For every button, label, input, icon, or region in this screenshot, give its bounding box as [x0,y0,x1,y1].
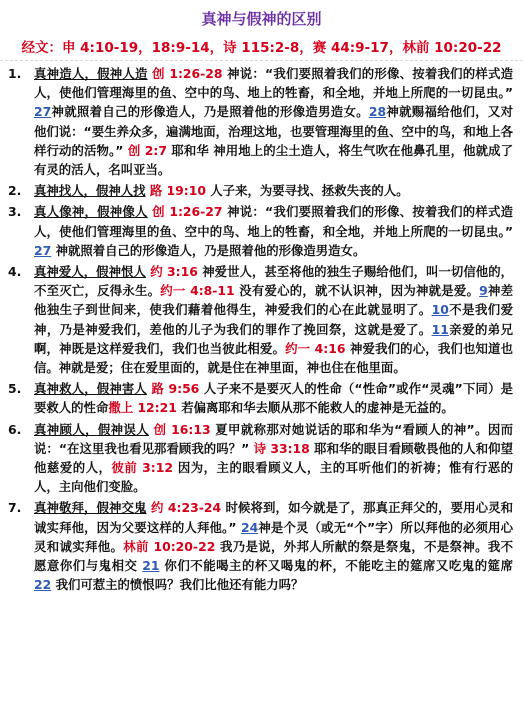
list-item [8,64,513,179]
list-item [8,202,513,260]
scripture-reference: 路 9:56 [146,381,204,397]
point-heading: 真神顾人，假神误人 [34,421,149,437]
page-title: 真神与假神的区别 [201,10,322,28]
verse-text: 神是个灵（或无“个”字）所以拜他的必须用心灵和诚实拜他。 [34,519,513,554]
verse-number: 27 [34,104,52,120]
point-heading: 真神爱人，假神恨人 [34,264,146,280]
scripture-reference: 路 19:10 [145,183,211,199]
verse-text: 神就照着自己的形像造人，乃是照着他的形像造男造女。 [51,242,366,258]
point-heading: 真神救人，假神害人 [34,381,147,397]
scripture-reference: 创 1:26-27 [147,204,228,220]
point-body [34,379,513,417]
point-number: 4. [8,264,22,280]
verse-number: 28 [368,104,387,120]
verse-text: 神差他独生子到世间来，使我们藉着他得生，神爱我们的心在此就显明了。 [34,283,514,318]
scripture-reference: 撒上 12:21 [108,400,182,416]
point-number: 1. [8,66,22,81]
verse-number: 27 [34,242,52,258]
scripture-reference: 创 1:26-28 [147,66,228,81]
point-number: 6. [8,421,22,437]
verse-text: 神就照着自己的形像造人，乃是照着他的形像造男造女。 [51,104,369,120]
point-heading: 真神敬拜，假神交鬼 [34,500,147,516]
verse-text: 神说：“我们要照着我们的形像、按着我们的样式造人，使他们管理海里的鱼、空中的鸟、地上的牲畜，和全地，并地上所爬的一切昆虫。” [34,204,513,239]
verse-text: 我乃是说，外邦人所献的祭是祭鬼，不是祭神。我不愿意你们与鬼相交 [34,538,514,574]
verse-number: 21 [142,558,160,574]
verse-text: 没有爱心的，就不认识神，因为神就是爱。 [239,283,480,299]
verse-text: 人子来，为要寻找、拯救失丧的人。 [210,183,409,199]
verse-text: 你们不能喝主的杯又喝鬼的杯，不能吃主的筵席又吃鬼的筵席 [159,558,513,574]
points-list [8,64,513,596]
point-body [34,181,513,200]
verse-text: 耶和华的眼目看顾敬畏他的人和仰望他慈爱的人， [34,440,513,476]
scripture-reference: 诗 33:18 [253,440,315,456]
point-number: 3. [8,204,22,220]
scripture-reference: 彼前 3:12 [111,460,178,476]
scripture-reference: 创 2:7 [127,142,172,158]
verse-text: 时候将到，如今就是了，那真正拜父的，要用心灵和诚实拜他，因为父要这样的人拜他。” [34,500,514,535]
verse-text: 人子来不是要灭人的性命（“性命”或作“灵魂”下同）是要救人的性命 [34,381,514,416]
scripture-references: 经文：申 4:10-19，18:9-14，诗 115:2-8，赛 44:9-17，林前 10:20-22 [21,40,502,56]
verse-text: 夏甲就称那对她说话的耶和华为“看顾人的神”。因而说：“在这里我也看见那看顾我的吗？” [34,421,513,456]
point-heading: 真神造人，假神人造 [34,66,148,81]
verse-number: 9 [479,283,488,299]
verse-text: 神说：“我们要照着我们的形像、按着我们的样式造人，使他们管理海里的鱼、空中的鸟、地上的牲畜，和全地，并地上所爬的一切昆虫。” [34,66,513,101]
verse-text: 神爱世人，甚至将他的独生子赐给他们，叫一切信他的，不至灭亡，反得永生。 [34,264,514,299]
point-body [34,420,513,497]
list-item [8,181,513,200]
point-body [34,202,513,260]
verse-text: 不是我们爱神，乃是神爱我们，差他的儿子为我们的罪作了挽回祭，这就是爱了。 [34,302,514,337]
point-body [34,498,513,594]
verse-text: 因为，主的眼看顾义人，主的耳听他们的祈祷；惟有行恶的人，主向他们变脸。 [34,460,514,495]
verse-text: 亲爱的弟兄啊，神既是这样爱我们，我们也当彼此相爱。 [34,321,514,356]
verse-text: 神爱我们的心，我们也知道也信。神就是爱；住在爱里面的，就是住在神里面，神也住在他里面。 [34,340,514,376]
verse-number: 22 [34,577,52,593]
verse-text: 我们可惹主的愤恨吗？我们比他还有能力吗？ [51,577,304,593]
point-heading: 真人像神，假神像人 [34,204,148,220]
list-item [8,420,513,497]
verse-number: 24 [240,519,259,535]
verse-text: 若偏离耶和华去顺从那不能救人的虚神是无益的。 [181,400,454,416]
divider [0,60,523,61]
point-number: 5. [8,381,22,397]
point-number: 2. [8,183,22,199]
scripture-reference: 创 16:13 [148,421,216,437]
list-item [8,498,513,594]
scripture-reference: 林前 10:20-22 [123,538,220,554]
verse-number: 10 [431,302,449,318]
scripture-reference: 约 4:23-24 [146,500,226,516]
scripture-reference: 约一 4:16 [285,340,350,356]
verse-text: 神就赐福给他们，又对他们说：“要生养众多，遍满地面，治理这地，也要管理海里的鱼、空中的鸟，和地上各样行动的活物。” [34,104,514,158]
point-body [34,262,513,377]
verse-number: 11 [431,321,449,337]
verse-text: 耶和华 神用地上的尘土造人，将生气吹在他鼻孔里，他就成了有灵的活人，名叫亚当。 [34,142,513,178]
scripture-reference: 约一 4:8-11 [160,283,240,299]
point-heading: 真神找人，假神人找 [34,183,146,199]
point-number: 7. [8,500,22,516]
scripture-reference: 约 3:16 [145,264,203,280]
list-item [8,379,513,417]
point-body [34,64,513,179]
list-item [8,262,513,377]
